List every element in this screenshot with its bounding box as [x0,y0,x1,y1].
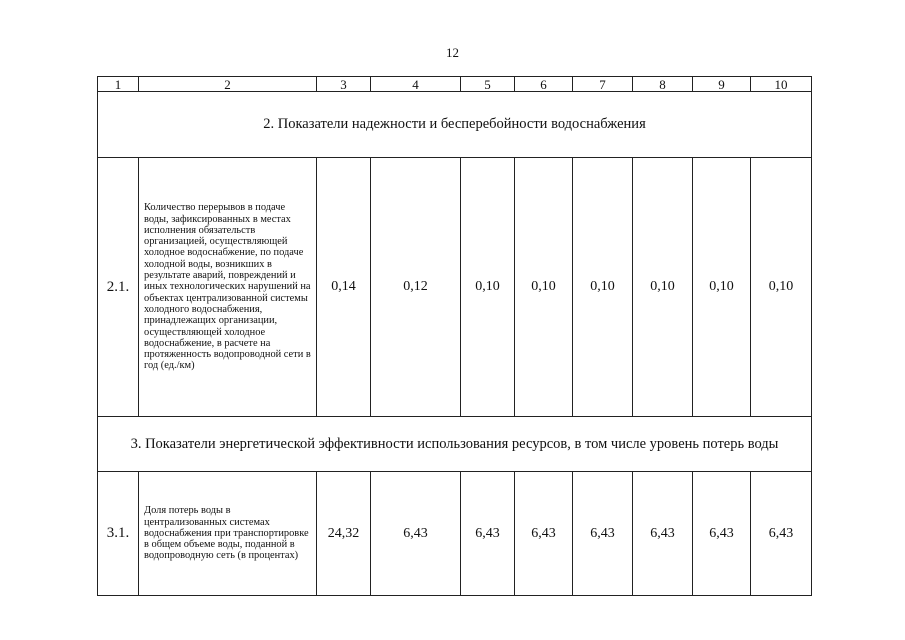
value-cell: 0,10 [693,158,751,417]
header-cell: 7 [573,77,633,92]
header-cell: 10 [751,77,812,92]
value-cell: 6,43 [573,472,633,596]
section-title: 3. Показатели энергетической эффективности использования ресурсов, в том числе уровень потерь воды [98,417,812,472]
header-cell: 2 [139,77,317,92]
header-cell: 1 [98,77,139,92]
row-description-text: Количество перерывов в подаче воды, зафиксированных в местах исполнения обязательств организацией, осуществляющей холодное водоснабжение, по подаче холодной воды, возникших в результате аварий, повреждений и иных технологических нарушений на объектах централизованной системы холодного водоснабжения, принадлежащих организации, осуществляющей холодное водоснабжение, в расчете на протяженность водопроводной сети в год (ед./км) [144,202,311,372]
header-cell: 6 [515,77,573,92]
value-cell: 6,43 [515,472,573,596]
value-cell: 6,43 [371,472,461,596]
value-cell: 0,10 [573,158,633,417]
value-cell: 0,10 [633,158,693,417]
section-title-row [98,92,812,158]
header-cell: 8 [633,77,693,92]
value-cell: 6,43 [633,472,693,596]
page-number: 12 [446,45,459,60]
value-cell: 0,10 [515,158,573,417]
value-cell: 0,10 [751,158,812,417]
value-cell: 0,10 [461,158,515,417]
indicators-table [97,76,812,596]
header-cell: 5 [461,77,515,92]
value-cell: 6,43 [693,472,751,596]
header-cell: 9 [693,77,751,92]
value-cell: 0,14 [317,158,371,417]
table-row [98,472,812,596]
header-row [98,77,812,92]
row-number: 3.1. [98,472,139,596]
value-cell: 0,12 [371,158,461,417]
header-cell: 3 [317,77,371,92]
table-row [98,158,812,417]
value-cell: 6,43 [461,472,515,596]
row-description [139,472,317,596]
value-cell: 6,43 [751,472,812,596]
row-description-text: Доля потерь воды в централизованных системах водоснабжения при транспортировке в общем объеме воды, поданной в водопроводную сеть (в процентах) [144,505,309,562]
header-cell: 4 [371,77,461,92]
row-description [139,158,317,417]
row-number: 2.1. [98,158,139,417]
section-title-row [98,417,812,472]
value-cell: 24,32 [317,472,371,596]
section-title: 2. Показатели надежности и бесперебойности водоснабжения [98,92,812,158]
